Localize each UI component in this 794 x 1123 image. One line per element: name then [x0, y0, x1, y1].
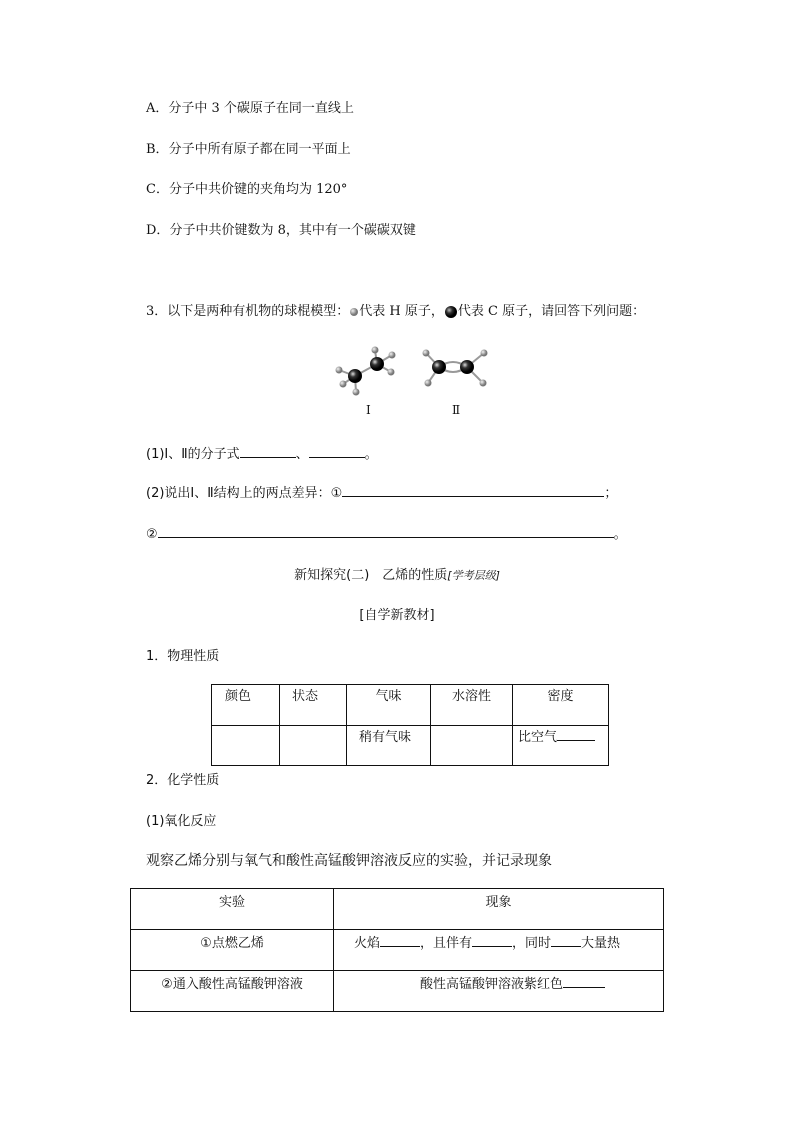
table-header-row	[212, 685, 609, 726]
answer-blank[interactable]	[240, 445, 296, 458]
subquestion-2b	[146, 523, 627, 542]
end-mark: ；	[604, 486, 618, 501]
table-cell: 稍有气味	[347, 726, 431, 766]
option-text: 分子中共价键数为 8，其中有一个碳碳双键	[169, 223, 416, 238]
model-i	[339, 350, 392, 392]
end-mark: 。	[364, 447, 378, 462]
option-label: C．	[146, 182, 169, 197]
c-atom-label: 代表 C 原子，请回答下列问题：	[457, 304, 646, 319]
table-row	[212, 726, 609, 766]
text: ，且伴有	[420, 936, 473, 951]
table-cell[interactable]	[431, 726, 513, 766]
answer-blank[interactable]	[342, 484, 604, 497]
section-title-text: 新知探究(二) 乙烯的性质	[294, 568, 448, 583]
option-c	[146, 178, 347, 197]
experiment-table	[130, 888, 664, 1012]
model-label-i: Ⅰ	[366, 403, 371, 417]
option-label: B．	[146, 142, 169, 157]
molecule-models-figure	[325, 340, 505, 420]
chemical-intro: 观察乙烯分别与氧气和酸性高锰酸钾溶液反应的实验，并记录现象	[146, 853, 552, 869]
table-header: 实验	[131, 889, 334, 930]
marker: ②	[146, 527, 158, 542]
option-d	[146, 219, 416, 238]
answer-blank[interactable]	[472, 934, 512, 947]
table-header: 状态	[280, 685, 347, 726]
section-title	[0, 564, 794, 583]
subquestion-2	[146, 482, 617, 501]
table-header-row	[131, 889, 664, 930]
hydrogen-atom-icon	[349, 307, 359, 317]
section-tag: [学考层级]	[447, 569, 500, 582]
option-a	[146, 97, 354, 116]
experiment-cell: ②通入酸性高锰酸钾溶液	[131, 971, 334, 1012]
physical-table	[211, 684, 609, 766]
text: 火焰	[354, 936, 381, 951]
option-text: 分子中 3 个碳原子在同一直线上	[168, 101, 354, 116]
option-text: 分子中所有原子都在同一平面上	[168, 142, 351, 157]
h-atom-label: 代表 H 原子，	[359, 304, 444, 319]
chemical-subheading: (1)氧化反应	[146, 814, 217, 829]
model-label-ii: Ⅱ	[452, 403, 461, 417]
table-cell[interactable]	[280, 726, 347, 766]
subquestion-1-text: (1)Ⅰ、Ⅱ的分子式	[146, 447, 240, 462]
answer-blank[interactable]	[557, 728, 595, 741]
option-label: A．	[146, 101, 169, 116]
answer-blank[interactable]	[563, 975, 605, 988]
phenomenon-cell	[334, 971, 664, 1012]
table-cell[interactable]	[212, 726, 280, 766]
table-row	[131, 930, 664, 971]
table-header: 密度	[513, 685, 609, 726]
question-3	[146, 300, 645, 319]
answer-blank[interactable]	[380, 934, 420, 947]
carbon-atom-icon	[444, 305, 458, 319]
option-b	[146, 138, 351, 157]
option-text: 分子中共价键的夹角均为 120°	[168, 182, 348, 197]
text: 大量热	[581, 936, 621, 951]
table-cell	[513, 726, 609, 766]
table-header: 颜色	[212, 685, 280, 726]
density-text: 比空气	[518, 730, 558, 745]
table-header: 现象	[334, 889, 664, 930]
table-header: 气味	[347, 685, 431, 726]
separator: 、	[295, 447, 309, 462]
text: 酸性高锰酸钾溶液紫红色	[420, 977, 564, 992]
answer-blank[interactable]	[309, 445, 365, 458]
subquestion-2-text: (2)说出Ⅰ、Ⅱ结构上的两点差异：①	[146, 486, 343, 501]
end-mark: 。	[613, 527, 627, 542]
chemical-heading: 2．化学性质	[146, 773, 220, 788]
answer-blank[interactable]	[551, 934, 581, 947]
phenomenon-cell	[334, 930, 664, 971]
table-header: 水溶性	[431, 685, 513, 726]
text: ，同时	[512, 936, 552, 951]
physical-heading: 1．物理性质	[146, 649, 220, 664]
section-subtitle: [自学新教材]	[359, 608, 435, 623]
model-ii-atoms	[423, 350, 488, 387]
subquestion-1	[146, 443, 378, 462]
question-prefix: 3．以下是两种有机物的球棍模型：	[146, 304, 350, 319]
option-label: D．	[146, 223, 170, 238]
answer-blank[interactable]	[158, 525, 614, 538]
experiment-cell: ①点燃乙烯	[131, 930, 334, 971]
table-row	[131, 971, 664, 1012]
